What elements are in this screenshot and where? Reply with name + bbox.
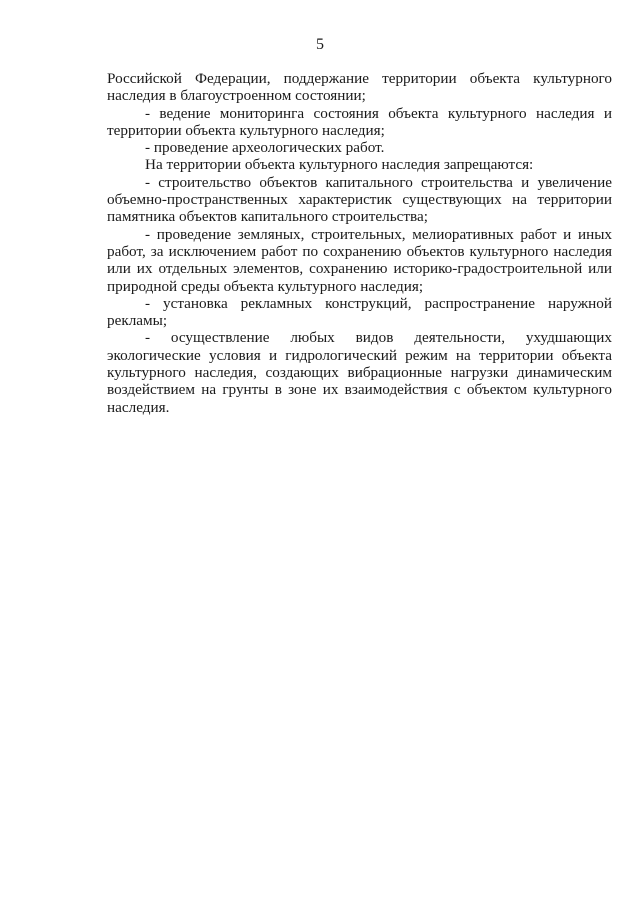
paragraph-archaeology: - проведение археологических работ. [145,139,385,157]
page-number: 5 [316,36,324,53]
paragraph-advertising: - установка рекламных конструкций, распространение наружной рекламы; [107,294,612,330]
paragraph-construction: - строительство объектов капитального строительства и увеличение объемно-пространственных характеристик существующих на территории памятника объектов капитального строительства; [107,173,612,226]
paragraph-activities: - осуществление любых видов деятельности, ухудшающих экологические условия и гидрологический режим на территории объекта культурного наследия, создающих вибрационные нагрузки динамическим воздействием на грунты в зоне их взаимодействия с объектом культурного наследия. [107,329,612,416]
paragraph-prohibitions-heading: На территории объекта культурного наследия запрещаются: [145,156,534,174]
paragraph-continuation: Российской Федерации, поддержание территории объекта культурного наследия в благоустроенном состоянии; [107,70,612,105]
paragraph-monitoring: - ведение мониторинга состояния объекта культурного наследия и территории объекта культурного наследия; [107,104,612,139]
paragraph-earthworks: - проведение земляных, строительных, мелиоративных работ и иных работ, за исключением работ по сохранению объектов культурного наследия или их отдельных элементов, сохранению историко-градостроительной или природной среды объекта культурного наследия; [107,225,612,295]
document-body [107,70,612,416]
